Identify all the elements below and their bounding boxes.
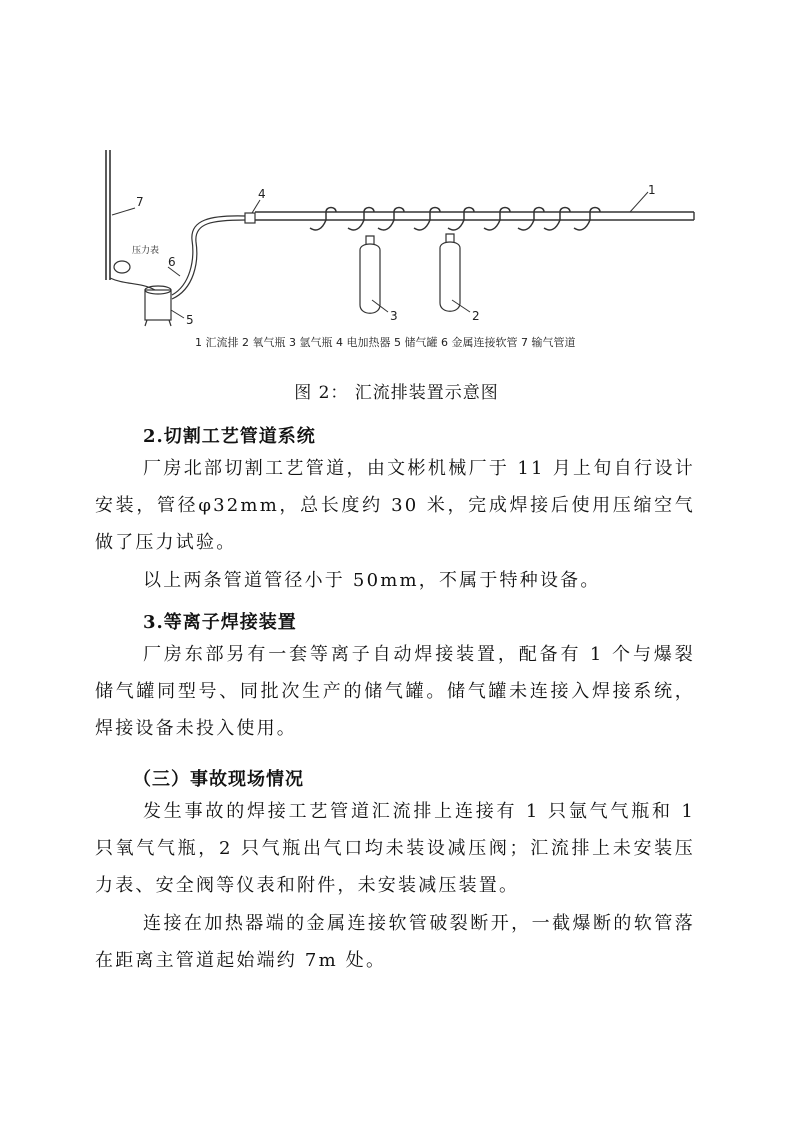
hook xyxy=(544,208,570,230)
label-4-leader xyxy=(252,200,260,213)
pressure-gauge-label: 压力表 xyxy=(132,246,160,256)
section-heading-plasma: 3.等离子焊接装置 xyxy=(143,612,297,633)
hook xyxy=(484,208,510,230)
label-6: 6 xyxy=(168,255,176,269)
label-5-leader xyxy=(171,310,184,318)
label-5: 5 xyxy=(186,313,194,327)
paragraph: 厂房东部另有一套等离子自动焊接装置，配备有 1 个与爆裂储气罐同型号、同批次生产的储气罐。储气罐未连接入焊接系统，焊接设备未投入使用。 xyxy=(95,644,695,739)
heater-body xyxy=(245,213,255,223)
label-2: 2 xyxy=(472,309,480,323)
busbar-hooks xyxy=(310,208,600,230)
section-heading-cutting: 2.切割工艺管道系统 xyxy=(143,426,316,447)
hook xyxy=(378,208,404,230)
tank-leg-left xyxy=(145,320,147,326)
hook xyxy=(348,208,374,230)
paragraph: 连接在加热器端的金属连接软管破裂断开，一截爆断的软管落在距离主管道起始端约 7m 处。 xyxy=(95,913,695,971)
paragraph: 厂房北部切割工艺管道，由文彬机械厂于 11 月上旬自行设计安装，管径φ32mm，总长度约 30 米，完成焊接后使用压缩空气做了压力试验。 xyxy=(95,458,695,553)
label-1: 1 xyxy=(648,183,656,197)
hook xyxy=(414,208,440,230)
flex-hose-outer xyxy=(172,216,245,295)
hook xyxy=(518,208,544,230)
diagram-legend: 1 汇流排 2 氧气瓶 3 氩气瓶 4 电加热器 5 储气罐 6 金属连接软管 7 输气管道 xyxy=(195,336,576,349)
hook xyxy=(448,208,474,230)
busbar-diagram-svg xyxy=(100,150,700,360)
paragraph: 以上两条管道管径小于 50mm，不属于特种设备。 xyxy=(143,570,601,591)
label-3: 3 xyxy=(390,309,398,323)
label-1-leader xyxy=(630,192,648,212)
paragraph: 发生事故的焊接工艺管道汇流排上连接有 1 只氩气气瓶和 1 只氧气气瓶，2 只气瓶出气口均未装设减压阀；汇流排上未安装压力表、安全阀等仪表和附件，未安装减压装置。 xyxy=(95,801,695,896)
cylinder-3-neck xyxy=(366,236,374,244)
hook xyxy=(310,208,336,230)
cylinder-2-body xyxy=(440,242,460,311)
label-7: 7 xyxy=(136,195,144,209)
section-heading-accident-scene: （三）事故现场情况 xyxy=(133,769,304,790)
pipe-to-tank-line xyxy=(110,278,155,290)
figure-caption: 图 2： 汇流排装置示意图 xyxy=(294,383,499,403)
tank-leg-right xyxy=(169,320,171,326)
label-7-leader xyxy=(112,208,135,215)
flex-hose-inner xyxy=(172,220,245,299)
busbar-diagram xyxy=(100,150,700,360)
cylinder-3-body xyxy=(360,244,380,313)
hook xyxy=(574,208,600,230)
cylinder-2-neck xyxy=(446,234,454,242)
pressure-gauge-shape xyxy=(114,261,130,273)
label-4: 4 xyxy=(258,187,266,201)
